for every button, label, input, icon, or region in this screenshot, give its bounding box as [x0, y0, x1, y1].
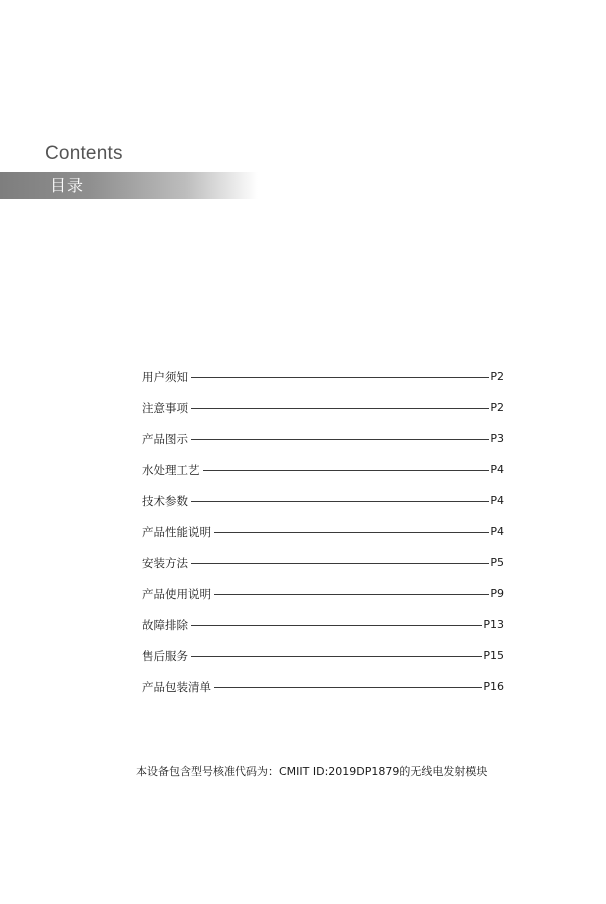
toc-entry[interactable] — [142, 578, 504, 609]
toc-leader-line — [191, 563, 489, 564]
toc-entry-label: 产品图示 — [142, 431, 188, 446]
contents-title-band — [0, 172, 258, 199]
toc-entry-label: 产品使用说明 — [142, 586, 211, 601]
contents-title-en: Contents — [45, 143, 123, 164]
toc-entry-label: 技术参数 — [142, 493, 188, 508]
toc-entry-page: P2 — [490, 370, 504, 383]
toc-leader-line — [214, 532, 489, 533]
toc-leader-line — [214, 687, 482, 688]
toc-entry-page: P3 — [490, 432, 504, 445]
toc-leader-line — [191, 656, 482, 657]
toc-entry[interactable] — [142, 392, 504, 423]
toc-entry-label: 安装方法 — [142, 555, 188, 570]
toc-leader-line — [191, 501, 489, 502]
toc-entry[interactable] — [142, 454, 504, 485]
toc-entry[interactable] — [142, 361, 504, 392]
toc-entry-page: P13 — [483, 618, 504, 631]
contents-title-cn: 目录 — [50, 176, 85, 195]
toc-leader-line — [191, 625, 482, 626]
toc-entry[interactable] — [142, 547, 504, 578]
toc-leader-line — [191, 377, 489, 378]
toc-entry-page: P5 — [490, 556, 504, 569]
toc-entry[interactable] — [142, 485, 504, 516]
toc-entry-label: 注意事项 — [142, 400, 188, 415]
toc-entry[interactable] — [142, 640, 504, 671]
toc-entry-label: 用户须知 — [142, 369, 188, 384]
toc-leader-line — [203, 470, 490, 471]
toc-entry[interactable] — [142, 423, 504, 454]
toc-entry-label: 售后服务 — [142, 648, 188, 663]
toc-entry-page: P4 — [490, 463, 504, 476]
table-of-contents — [142, 361, 504, 702]
toc-entry[interactable] — [142, 671, 504, 702]
toc-entry[interactable] — [142, 609, 504, 640]
toc-entry-page: P9 — [490, 587, 504, 600]
toc-entry-page: P4 — [490, 494, 504, 507]
toc-entry-label: 产品包装清单 — [142, 679, 211, 694]
toc-entry-page: P16 — [483, 680, 504, 693]
toc-entry-page: P15 — [483, 649, 504, 662]
toc-leader-line — [191, 439, 489, 440]
toc-entry-label: 故障排除 — [142, 617, 188, 632]
toc-entry-label: 水处理工艺 — [142, 462, 200, 477]
toc-leader-line — [214, 594, 489, 595]
certification-note: 本设备包含型号核准代码为：CMIIT ID:2019DP1879的无线电发射模块 — [136, 765, 488, 778]
toc-entry-page: P4 — [490, 525, 504, 538]
toc-leader-line — [191, 408, 489, 409]
toc-entry[interactable] — [142, 516, 504, 547]
toc-entry-page: P2 — [490, 401, 504, 414]
toc-entry-label: 产品性能说明 — [142, 524, 211, 539]
